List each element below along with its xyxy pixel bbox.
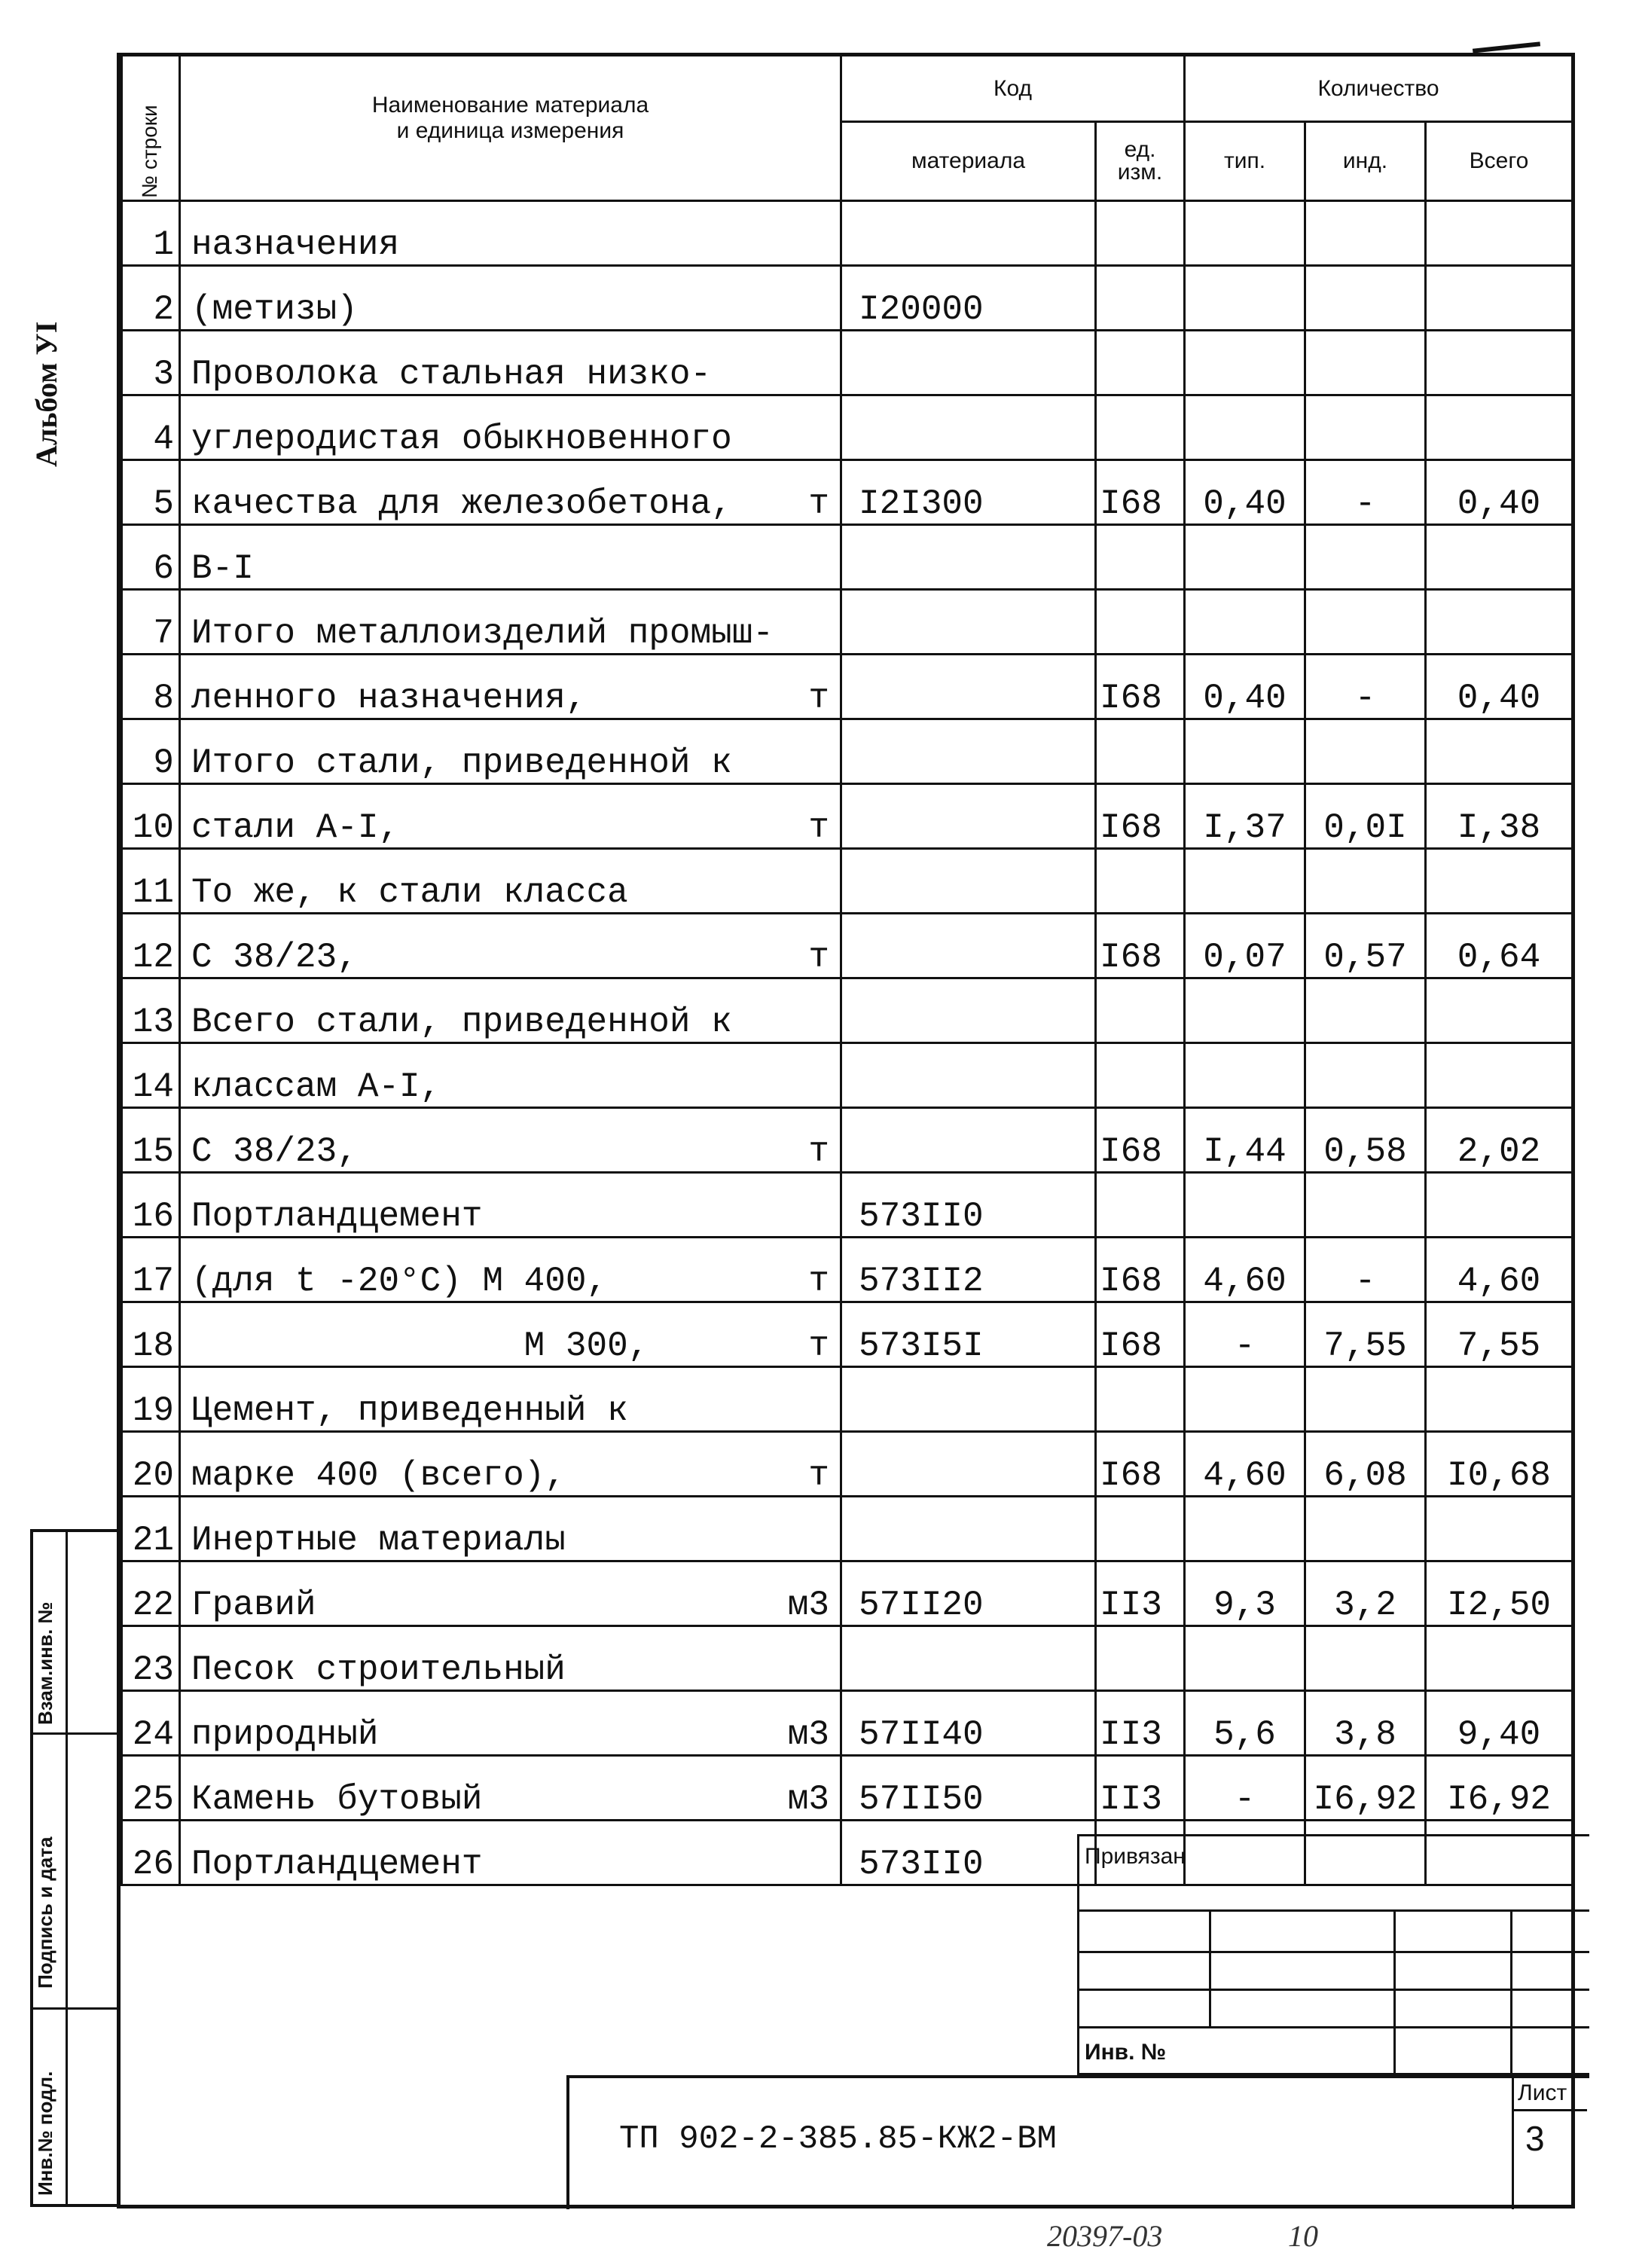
unit-code <box>1096 1367 1185 1432</box>
material-code <box>841 914 1096 978</box>
material-name-text: Проволока стальная низко- <box>191 355 712 394</box>
side-stamp-replace-inv: Взам.инв. № <box>34 1601 56 1725</box>
unit-code: I68 <box>1096 1238 1185 1302</box>
qty-individual <box>1305 1497 1426 1561</box>
unit-code <box>1096 1043 1185 1108</box>
stamp-linked-label: Привязан <box>1085 1844 1186 1869</box>
qty-total <box>1426 1043 1573 1108</box>
qty-total: 4,60 <box>1426 1238 1573 1302</box>
unit-code <box>1096 525 1185 590</box>
qty-typical <box>1185 1497 1305 1561</box>
unit-code: II3 <box>1096 1561 1185 1626</box>
table-row <box>122 266 1573 331</box>
table-row <box>122 201 1573 266</box>
table-row <box>122 1561 1573 1626</box>
material-code: 57II40 <box>841 1691 1096 1756</box>
specification-table <box>121 54 1573 1886</box>
qty-individual: 0,58 <box>1305 1108 1426 1173</box>
material-name <box>180 1561 841 1626</box>
material-name-text: Итого стали, приведенной к <box>191 743 732 783</box>
unit-code <box>1096 1626 1185 1691</box>
unit-code <box>1096 978 1185 1043</box>
material-code <box>841 978 1096 1043</box>
unit-code: I68 <box>1096 460 1185 525</box>
material-unit: т <box>808 808 829 847</box>
unit-code <box>1096 1173 1185 1238</box>
row-number: 20 <box>122 1432 180 1497</box>
header-quantity-group: Количество <box>1185 56 1573 122</box>
material-unit: т <box>808 1456 829 1495</box>
qty-individual <box>1305 849 1426 914</box>
table-row <box>122 655 1573 719</box>
qty-total <box>1426 201 1573 266</box>
material-name <box>180 1497 841 1561</box>
header-code-material: материала <box>841 122 1096 201</box>
qty-typical: 5,6 <box>1185 1691 1305 1756</box>
qty-individual: - <box>1305 1238 1426 1302</box>
qty-individual: 0,0I <box>1305 784 1426 849</box>
qty-individual: 7,55 <box>1305 1302 1426 1367</box>
qty-total <box>1426 849 1573 914</box>
row-number: 11 <box>122 849 180 914</box>
material-name-text: назначения <box>191 225 400 264</box>
material-unit: т <box>808 1326 829 1366</box>
footer-archive-number: 20397-03 <box>1047 2219 1163 2253</box>
material-name <box>180 1756 841 1821</box>
header-name: Наименование материала и единица измерения <box>180 56 841 201</box>
table-row <box>122 849 1573 914</box>
qty-individual <box>1305 719 1426 784</box>
unit-code: II3 <box>1096 1756 1185 1821</box>
material-name-text: Камень бутовый <box>191 1780 483 1819</box>
corner-mark <box>1473 41 1540 53</box>
material-name-text: Итого металлоизделий промыш- <box>191 614 774 653</box>
material-name-text: углеродистая обыкновенного <box>191 420 732 459</box>
qty-typical: 9,3 <box>1185 1561 1305 1626</box>
table-row <box>122 331 1573 395</box>
material-code <box>841 655 1096 719</box>
material-name <box>180 1173 841 1238</box>
table-row <box>122 460 1573 525</box>
qty-total <box>1426 395 1573 460</box>
album-label: Альбом УI <box>29 321 63 467</box>
material-name <box>180 1626 841 1691</box>
material-code: I2I300 <box>841 460 1096 525</box>
table-row <box>122 1432 1573 1497</box>
material-name-text: Песок строительный <box>191 1650 566 1690</box>
qty-typical: 0,40 <box>1185 460 1305 525</box>
material-code <box>841 331 1096 395</box>
qty-typical: - <box>1185 1756 1305 1821</box>
material-unit: м3 <box>787 1715 829 1754</box>
table-row <box>122 784 1573 849</box>
material-name <box>180 1302 841 1367</box>
stamp-linked-block <box>1077 1834 1589 2075</box>
qty-typical: - <box>1185 1302 1305 1367</box>
table-row <box>122 1756 1573 1821</box>
row-number: 10 <box>122 784 180 849</box>
material-name <box>180 1691 841 1756</box>
material-name-text: (метизы) <box>191 290 358 329</box>
material-name <box>180 914 841 978</box>
row-number: 14 <box>122 1043 180 1108</box>
material-code <box>841 1432 1096 1497</box>
stamp-sheet-label: Лист <box>1518 2080 1567 2105</box>
header-qty-individual: инд. <box>1305 122 1426 201</box>
qty-total <box>1426 331 1573 395</box>
qty-total <box>1426 719 1573 784</box>
material-code: 573II0 <box>841 1821 1096 1885</box>
qty-total: I2,50 <box>1426 1561 1573 1626</box>
qty-total <box>1426 1497 1573 1561</box>
material-name <box>180 395 841 460</box>
material-unit: т <box>808 1262 829 1301</box>
qty-total <box>1426 978 1573 1043</box>
material-unit: т <box>808 1132 829 1171</box>
row-number: 26 <box>122 1821 180 1885</box>
header-code-group: Код <box>841 56 1185 122</box>
material-name <box>180 655 841 719</box>
qty-individual <box>1305 266 1426 331</box>
material-unit: м3 <box>787 1780 829 1819</box>
material-code <box>841 1043 1096 1108</box>
unit-code <box>1096 849 1185 914</box>
stamp-doc-code: ТП 902-2-385.85-КЖ2-ВМ <box>619 2120 1057 2158</box>
row-number: 4 <box>122 395 180 460</box>
material-name <box>180 978 841 1043</box>
table-row <box>122 1108 1573 1173</box>
row-number: 25 <box>122 1756 180 1821</box>
material-name-text: С 38/23, <box>191 938 358 977</box>
qty-typical <box>1185 525 1305 590</box>
qty-total <box>1426 1626 1573 1691</box>
qty-total: 0,40 <box>1426 655 1573 719</box>
table-row <box>122 1238 1573 1302</box>
material-name-text: То же, к стали класса <box>191 873 628 912</box>
row-number: 6 <box>122 525 180 590</box>
material-code <box>841 590 1096 655</box>
side-stamp-sign-date: Подпись и дата <box>34 1836 56 1989</box>
table-row <box>122 525 1573 590</box>
unit-code <box>1096 590 1185 655</box>
material-name <box>180 719 841 784</box>
material-name-text: классам А-I, <box>191 1067 441 1107</box>
material-name <box>180 1367 841 1432</box>
row-number: 15 <box>122 1108 180 1173</box>
qty-typical <box>1185 1367 1305 1432</box>
row-number: 5 <box>122 460 180 525</box>
table-row <box>122 1367 1573 1432</box>
unit-code <box>1096 1497 1185 1561</box>
material-name <box>180 784 841 849</box>
qty-total: 9,40 <box>1426 1691 1573 1756</box>
qty-typical: 4,60 <box>1185 1238 1305 1302</box>
material-name-text: марке 400 (всего), <box>191 1456 566 1495</box>
qty-individual: 3,2 <box>1305 1561 1426 1626</box>
material-name <box>180 1108 841 1173</box>
qty-total: 0,64 <box>1426 914 1573 978</box>
material-code <box>841 784 1096 849</box>
qty-total <box>1426 266 1573 331</box>
table-row <box>122 1626 1573 1691</box>
table-row <box>122 1302 1573 1367</box>
qty-individual <box>1305 978 1426 1043</box>
unit-code <box>1096 266 1185 331</box>
table-row <box>122 1497 1573 1561</box>
qty-individual <box>1305 1626 1426 1691</box>
material-name <box>180 201 841 266</box>
qty-total: I0,68 <box>1426 1432 1573 1497</box>
qty-individual: - <box>1305 655 1426 719</box>
qty-typical <box>1185 331 1305 395</box>
qty-typical <box>1185 266 1305 331</box>
row-number: 18 <box>122 1302 180 1367</box>
qty-total <box>1426 1173 1573 1238</box>
row-number: 21 <box>122 1497 180 1561</box>
qty-typical <box>1185 1043 1305 1108</box>
side-stamp-inv-orig: Инв.№ подл. <box>34 2071 56 2196</box>
material-code <box>841 395 1096 460</box>
qty-total: 7,55 <box>1426 1302 1573 1367</box>
material-code <box>841 201 1096 266</box>
material-code: 573II0 <box>841 1173 1096 1238</box>
qty-individual <box>1305 395 1426 460</box>
material-name <box>180 1821 841 1885</box>
row-number: 3 <box>122 331 180 395</box>
qty-individual <box>1305 590 1426 655</box>
stamp-inv-no: Инв. № <box>1085 2040 1167 2065</box>
row-number: 19 <box>122 1367 180 1432</box>
qty-individual: - <box>1305 460 1426 525</box>
qty-individual: I6,92 <box>1305 1756 1426 1821</box>
header-qty-total: Всего <box>1426 122 1573 201</box>
material-name-text: В-I <box>191 549 254 588</box>
material-unit: м3 <box>787 1586 829 1625</box>
qty-total: 0,40 <box>1426 460 1573 525</box>
header-row-number: № строки <box>122 56 180 201</box>
material-code: 573II2 <box>841 1238 1096 1302</box>
material-name <box>180 1043 841 1108</box>
unit-code <box>1096 395 1185 460</box>
material-code: I20000 <box>841 266 1096 331</box>
header-code-unit: ед. изм. <box>1096 122 1185 201</box>
unit-code: I68 <box>1096 1108 1185 1173</box>
table-row <box>122 1691 1573 1756</box>
material-code <box>841 719 1096 784</box>
material-code: 573I5I <box>841 1302 1096 1367</box>
unit-code <box>1096 331 1185 395</box>
qty-total: 2,02 <box>1426 1108 1573 1173</box>
material-code <box>841 525 1096 590</box>
qty-individual <box>1305 1173 1426 1238</box>
qty-total <box>1426 1367 1573 1432</box>
material-name-text: С 38/23, <box>191 1132 358 1171</box>
material-name-text: Гравий <box>191 1586 316 1625</box>
row-number: 17 <box>122 1238 180 1302</box>
row-number: 24 <box>122 1691 180 1756</box>
qty-individual: 3,8 <box>1305 1691 1426 1756</box>
material-name <box>180 1432 841 1497</box>
material-name <box>180 331 841 395</box>
qty-total: I6,92 <box>1426 1756 1573 1821</box>
material-name-text: ленного назначения, <box>191 679 587 718</box>
material-name-text: Цемент, приведенный к <box>191 1391 628 1430</box>
qty-total: I,38 <box>1426 784 1573 849</box>
qty-typical <box>1185 719 1305 784</box>
material-name <box>180 590 841 655</box>
material-name-text: Портландцемент <box>191 1197 483 1236</box>
material-name-text: качества для железобетона, <box>191 484 732 524</box>
table-row <box>122 590 1573 655</box>
material-name-text: Всего стали, приведенной к <box>191 1003 732 1042</box>
row-number: 1 <box>122 201 180 266</box>
stamp-sheet-number: 3 <box>1525 2119 1545 2158</box>
row-number: 23 <box>122 1626 180 1691</box>
qty-typical <box>1185 590 1305 655</box>
qty-typical <box>1185 1173 1305 1238</box>
qty-total <box>1426 525 1573 590</box>
row-number: 22 <box>122 1561 180 1626</box>
qty-typical: I,44 <box>1185 1108 1305 1173</box>
row-number: 12 <box>122 914 180 978</box>
qty-individual: 6,08 <box>1305 1432 1426 1497</box>
table-row <box>122 1173 1573 1238</box>
material-name-text: (для t -20°С) М 400, <box>191 1262 608 1301</box>
qty-typical <box>1185 849 1305 914</box>
qty-individual <box>1305 1367 1426 1432</box>
material-name <box>180 460 841 525</box>
material-name-text: стали А-I, <box>191 808 400 847</box>
material-code <box>841 1626 1096 1691</box>
material-name <box>180 525 841 590</box>
row-number: 9 <box>122 719 180 784</box>
unit-code: I68 <box>1096 914 1185 978</box>
material-unit: т <box>808 938 829 977</box>
material-name-text: Портландцемент <box>191 1845 483 1884</box>
qty-total <box>1426 590 1573 655</box>
row-number: 8 <box>122 655 180 719</box>
unit-code: I68 <box>1096 1432 1185 1497</box>
table-row <box>122 1043 1573 1108</box>
material-name-text: М 300, <box>191 1326 649 1366</box>
unit-code: II3 <box>1096 1691 1185 1756</box>
material-code <box>841 1497 1096 1561</box>
material-name-text: природный <box>191 1715 379 1754</box>
qty-typical: I,37 <box>1185 784 1305 849</box>
material-code <box>841 1108 1096 1173</box>
row-number: 7 <box>122 590 180 655</box>
qty-individual <box>1305 331 1426 395</box>
material-name-text: Инертные материалы <box>191 1521 566 1560</box>
material-code: 57II50 <box>841 1756 1096 1821</box>
header-qty-typical: тип. <box>1185 122 1305 201</box>
row-number: 16 <box>122 1173 180 1238</box>
table-row <box>122 719 1573 784</box>
table-row <box>122 978 1573 1043</box>
qty-individual: 0,57 <box>1305 914 1426 978</box>
qty-individual <box>1305 1043 1426 1108</box>
qty-typical: 0,07 <box>1185 914 1305 978</box>
table-row <box>122 395 1573 460</box>
table-row <box>122 914 1573 978</box>
footer-page-number: 10 <box>1288 2219 1318 2253</box>
qty-typical <box>1185 395 1305 460</box>
row-number: 2 <box>122 266 180 331</box>
qty-typical <box>1185 1626 1305 1691</box>
material-name <box>180 266 841 331</box>
unit-code <box>1096 719 1185 784</box>
unit-code <box>1096 201 1185 266</box>
unit-code: I68 <box>1096 655 1185 719</box>
qty-individual <box>1305 201 1426 266</box>
material-name <box>180 849 841 914</box>
material-code <box>841 849 1096 914</box>
material-unit: т <box>808 679 829 718</box>
qty-individual <box>1305 525 1426 590</box>
unit-code: I68 <box>1096 784 1185 849</box>
material-code <box>841 1367 1096 1432</box>
qty-typical: 0,40 <box>1185 655 1305 719</box>
unit-code: I68 <box>1096 1302 1185 1367</box>
material-code: 57II20 <box>841 1561 1096 1626</box>
qty-typical: 4,60 <box>1185 1432 1305 1497</box>
material-unit: т <box>808 484 829 524</box>
qty-typical <box>1185 978 1305 1043</box>
qty-typical <box>1185 201 1305 266</box>
row-number: 13 <box>122 978 180 1043</box>
material-name <box>180 1238 841 1302</box>
